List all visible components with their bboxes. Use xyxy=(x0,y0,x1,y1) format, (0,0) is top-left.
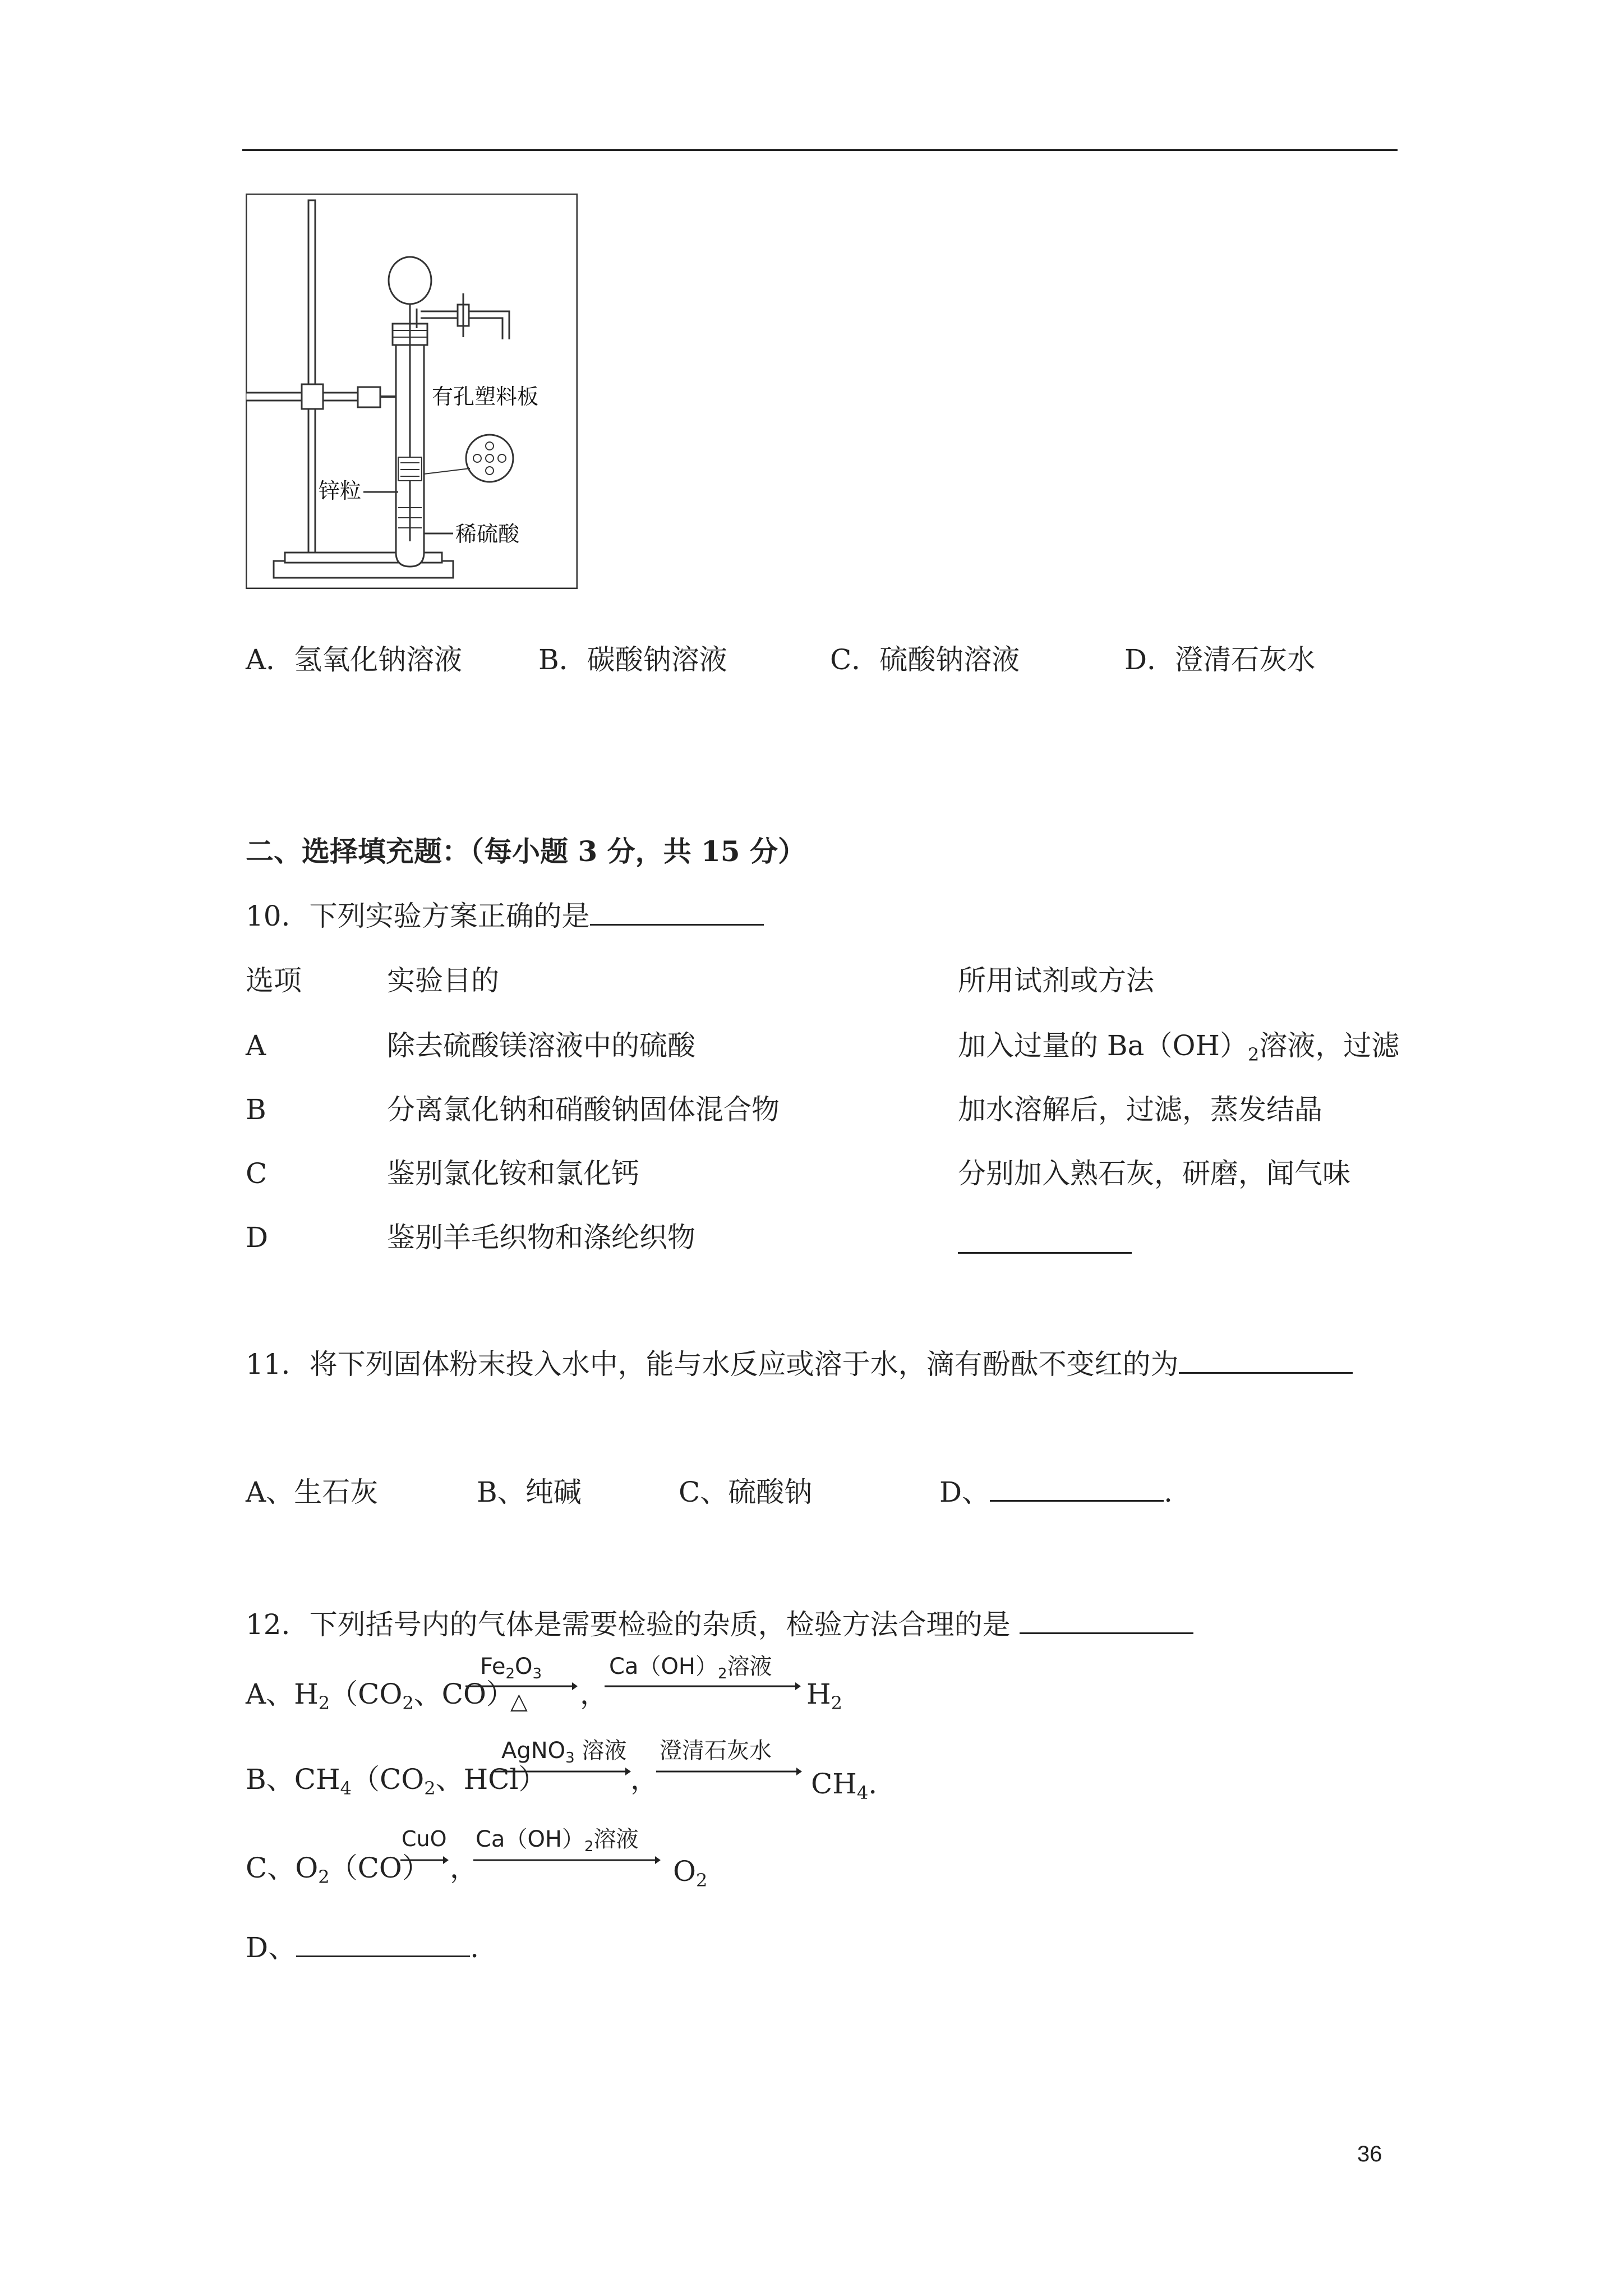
q10-row-a-purpose: 除去硫酸镁溶液中的硫酸 xyxy=(387,1029,695,1062)
q11-option-d xyxy=(939,1475,1173,1509)
q10-row-d-purpose: 鉴别羊毛织物和涤纶织物 xyxy=(387,1221,695,1254)
q12-b-sep: ， xyxy=(630,1763,658,1796)
q10-row-b-option: B xyxy=(246,1093,266,1126)
q12-b-r1-sub: 3 xyxy=(565,1750,575,1766)
q12-a-r1-sub2: 3 xyxy=(532,1665,542,1682)
q12-b-arrow-2-line xyxy=(656,1766,802,1777)
q12-a-prefix: A、H xyxy=(246,1678,319,1710)
q12-a-result-sub: 2 xyxy=(831,1692,842,1714)
q10-row-d-method-blank[interactable] xyxy=(958,1227,1132,1254)
q12-d-end: . xyxy=(470,1931,479,1964)
q12-a-result-h: H xyxy=(806,1678,831,1710)
q10-row-c-purpose: 鉴别氯化铵和氯化钙 xyxy=(387,1157,639,1190)
figure-label-plate: 有孔塑料板 xyxy=(432,384,539,409)
q12-a-condition: △ xyxy=(510,1688,528,1714)
q10-row-c-option: C xyxy=(246,1157,268,1190)
q12-c-arrow-2 xyxy=(473,1826,661,1871)
q12-b-mid2: 、HCl） xyxy=(435,1763,547,1796)
q12-c-arrow-1 xyxy=(400,1826,449,1871)
q12-b-result-end: . xyxy=(868,1768,878,1800)
q12-a-sub: 2 xyxy=(318,1692,330,1714)
q10-row-a-method-pre: 加入过量的 Ba（OH） xyxy=(958,1029,1248,1062)
q12-c-sub1: 2 xyxy=(318,1866,330,1888)
q11-option-c: C、硫酸钠 xyxy=(679,1476,813,1508)
q12-b-sub2: 2 xyxy=(424,1778,436,1799)
q12-c-mid1: （CO） xyxy=(329,1852,430,1884)
q12-stem xyxy=(246,1608,1193,1641)
q10-row-b-method: 加水溶解后，过滤，蒸发结晶 xyxy=(958,1093,1322,1126)
q12-c-reagent-1: CuO xyxy=(402,1826,447,1851)
q10-header-purpose: 实验目的 xyxy=(387,964,499,997)
q11-option-d-blank[interactable] xyxy=(990,1475,1164,1502)
q12-a-r2-sub: 2 xyxy=(718,1665,727,1682)
q12-d-blank[interactable] xyxy=(296,1931,470,1957)
header-rule xyxy=(242,149,1398,151)
q10-row-a-method-post: 溶液，过滤 xyxy=(1259,1029,1400,1062)
q12-b-r1-text: AgNO xyxy=(501,1738,566,1764)
figure-label-acid: 稀硫酸 xyxy=(455,522,520,546)
q12-b-sub1: 4 xyxy=(340,1778,352,1799)
q12-a-r1-fe: Fe xyxy=(480,1654,506,1680)
q10-row-a-method xyxy=(958,1029,1399,1071)
q12-d-prefix: D、 xyxy=(246,1931,297,1964)
figure-label-zinc: 锌粒 xyxy=(319,478,362,503)
q12-c-prefix: C、O xyxy=(246,1852,319,1884)
q12-a-r1-sub1: 2 xyxy=(505,1665,515,1682)
q11-option-b: B、纯碱 xyxy=(477,1476,582,1508)
q12-a-result xyxy=(806,1677,842,1720)
q12-a-r1-o: O xyxy=(514,1654,533,1680)
q12-stem-text: 12．下列括号内的气体是需要检验的杂质，检验方法合理的是 xyxy=(246,1608,1011,1641)
q12-a-sep: ， xyxy=(580,1678,608,1710)
q11-option-d-end: . xyxy=(1164,1476,1173,1508)
q12-a-mid1: （CO xyxy=(330,1678,403,1710)
q10-row-d-option: D xyxy=(246,1221,269,1254)
q10-stem xyxy=(246,899,764,933)
q12-c-result xyxy=(673,1855,707,1897)
q12-a-r2-text2: 溶液 xyxy=(727,1654,772,1680)
q10-answer-blank[interactable] xyxy=(590,899,764,926)
q9-option-c: C．硫酸钠溶液 xyxy=(830,643,1020,676)
q12-c-sep: ， xyxy=(450,1852,478,1884)
q12-c-result-o: O xyxy=(673,1855,696,1888)
q12-b-result xyxy=(811,1767,877,1810)
q12-c-result-sub: 2 xyxy=(696,1870,708,1891)
q10-row-a-method-sub: 2 xyxy=(1248,1044,1260,1065)
q10-row-a-option: A xyxy=(246,1029,266,1062)
q10-stem-text: 10．下列实验方案正确的是 xyxy=(246,900,590,932)
q10-header-method: 所用试剂或方法 xyxy=(958,964,1154,997)
q11-stem-text: 11．将下列固体粉末投入水中，能与水反应或溶于水，滴有酚酞不变红的为 xyxy=(246,1348,1179,1381)
q12-a-arrow-2-line xyxy=(605,1681,801,1692)
q12-c-r2-text2: 溶液 xyxy=(593,1826,639,1852)
q10-row-c-method: 分别加入熟石灰，研磨，闻气味 xyxy=(958,1157,1350,1190)
q12-b-mid1: （CO xyxy=(351,1763,425,1796)
q12-a-sub2: 2 xyxy=(402,1692,414,1714)
q11-option-a: A、生石灰 xyxy=(246,1476,379,1508)
q9-option-a: A．氢氧化钠溶液 xyxy=(246,643,463,676)
q12-answer-blank[interactable] xyxy=(1020,1608,1193,1634)
q12-c-r2-text: Ca（OH） xyxy=(476,1826,585,1852)
q11-option-d-label: D、 xyxy=(939,1476,990,1508)
q10-header-option: 选项 xyxy=(246,964,302,997)
q12-b-arrow-1-line xyxy=(494,1766,631,1777)
q12-c-r2-sub: 2 xyxy=(584,1838,594,1855)
q12-b-prefix: B、CH xyxy=(246,1763,340,1796)
section-2-title: 二、选择填充题：（每小题 3 分，共 15 分） xyxy=(246,835,806,868)
q12-b-arrow-1 xyxy=(494,1738,631,1783)
q9-option-b: B．碳酸钠溶液 xyxy=(538,643,727,676)
q12-a-mid2: 、CO） xyxy=(413,1678,514,1710)
q12-a-arrow-2 xyxy=(605,1654,801,1699)
q12-b-reagent-2: 澄清石灰水 xyxy=(660,1738,772,1764)
q12-c-arrow-2-line xyxy=(473,1855,661,1866)
q11-answer-blank[interactable] xyxy=(1179,1347,1353,1374)
q12-option-d xyxy=(246,1931,479,1964)
q12-a-r2-text: Ca（OH） xyxy=(609,1654,718,1680)
q9-option-d: D．澄清石灰水 xyxy=(1124,643,1316,676)
q12-c-arrow-1-line xyxy=(400,1855,449,1866)
apparatus-figure xyxy=(246,194,578,589)
q11-stem xyxy=(246,1347,1353,1381)
page-number: 36 xyxy=(1357,2142,1382,2166)
q12-b-arrow-2 xyxy=(656,1738,802,1783)
q12-b-r1-text2: 溶液 xyxy=(574,1738,627,1764)
q12-b-result-sub: 4 xyxy=(856,1782,869,1803)
q12-b-result-ch: CH xyxy=(811,1768,857,1800)
q10-row-b-purpose: 分离氯化钠和硝酸钠固体混合物 xyxy=(387,1093,780,1126)
q12-a-arrow-1 xyxy=(465,1654,578,1715)
